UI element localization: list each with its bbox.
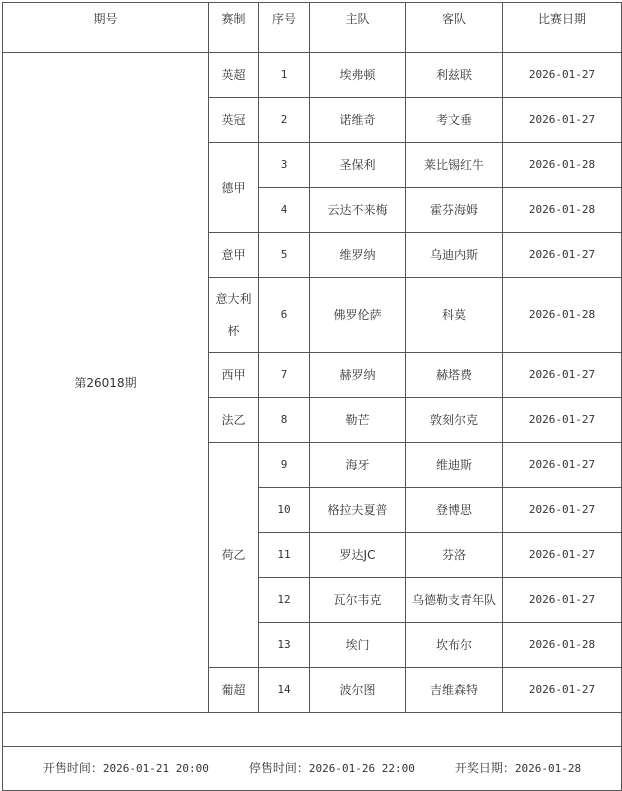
header-row bbox=[3, 3, 622, 53]
blank-row bbox=[3, 713, 622, 747]
home-team-cell: 圣保利 bbox=[310, 143, 406, 188]
date-cell: 2026-01-27 bbox=[503, 488, 622, 533]
footer-row bbox=[3, 747, 622, 791]
date-cell: 2026-01-27 bbox=[503, 578, 622, 623]
seq-cell: 8 bbox=[259, 398, 310, 443]
date-cell: 2026-01-28 bbox=[503, 623, 622, 668]
seq-cell: 5 bbox=[259, 233, 310, 278]
league-cell: 意甲 bbox=[209, 233, 259, 278]
seq-cell: 12 bbox=[259, 578, 310, 623]
blank-cell bbox=[3, 713, 622, 747]
league-line-2: 杯 bbox=[227, 324, 240, 338]
date-cell: 2026-01-27 bbox=[503, 443, 622, 488]
home-team-cell: 罗达JC bbox=[310, 533, 406, 578]
seq-cell: 9 bbox=[259, 443, 310, 488]
away-team-cell: 乌德勒支青年队 bbox=[406, 578, 503, 623]
away-team-cell: 科莫 bbox=[406, 278, 503, 353]
draw-label: 开奖日期： bbox=[454, 761, 515, 775]
sale-close-value: 2026-01-26 22:00 bbox=[308, 762, 415, 775]
seq-cell: 7 bbox=[259, 353, 310, 398]
league-line-1: 意大利 bbox=[215, 292, 252, 306]
away-team-cell: 考文垂 bbox=[406, 98, 503, 143]
date-cell: 2026-01-28 bbox=[503, 143, 622, 188]
home-team-cell: 波尔图 bbox=[310, 668, 406, 713]
league-cell: 英冠 bbox=[209, 98, 259, 143]
league-cell bbox=[209, 278, 259, 353]
sale-open-label: 开售时间： bbox=[42, 761, 103, 775]
away-team-cell: 坎布尔 bbox=[406, 623, 503, 668]
away-team-cell: 芬洛 bbox=[406, 533, 503, 578]
home-team-cell: 佛罗伦萨 bbox=[310, 278, 406, 353]
seq-cell: 13 bbox=[259, 623, 310, 668]
seq-cell: 14 bbox=[259, 668, 310, 713]
home-team-cell: 勒芒 bbox=[310, 398, 406, 443]
away-team-cell: 莱比锡红牛 bbox=[406, 143, 503, 188]
header-home: 主队 bbox=[310, 3, 406, 53]
seq-cell: 6 bbox=[259, 278, 310, 353]
away-team-cell: 登博思 bbox=[406, 488, 503, 533]
away-team-cell: 吉维森特 bbox=[406, 668, 503, 713]
sale-close-time bbox=[249, 759, 415, 778]
seq-cell: 10 bbox=[259, 488, 310, 533]
league-cell: 英超 bbox=[209, 53, 259, 98]
home-team-cell: 赫罗纳 bbox=[310, 353, 406, 398]
away-team-cell: 乌迪内斯 bbox=[406, 233, 503, 278]
header-seq: 序号 bbox=[259, 3, 310, 53]
header-away: 客队 bbox=[406, 3, 503, 53]
date-cell: 2026-01-27 bbox=[503, 233, 622, 278]
away-team-cell: 利兹联 bbox=[406, 53, 503, 98]
league-cell: 德甲 bbox=[209, 143, 259, 233]
table-row bbox=[3, 53, 622, 98]
date-cell: 2026-01-28 bbox=[503, 188, 622, 233]
date-cell: 2026-01-27 bbox=[503, 668, 622, 713]
draw-date bbox=[455, 759, 581, 778]
date-cell: 2026-01-27 bbox=[503, 353, 622, 398]
header-date: 比赛日期 bbox=[503, 3, 622, 53]
league-cell: 法乙 bbox=[209, 398, 259, 443]
period-cell: 第26018期 bbox=[3, 53, 209, 713]
home-team-cell: 格拉夫夏普 bbox=[310, 488, 406, 533]
date-cell: 2026-01-27 bbox=[503, 533, 622, 578]
sale-close-label: 停售时间： bbox=[248, 761, 309, 775]
sale-open-time bbox=[43, 759, 209, 778]
away-team-cell: 维迪斯 bbox=[406, 443, 503, 488]
date-cell: 2026-01-27 bbox=[503, 98, 622, 143]
home-team-cell: 瓦尔韦克 bbox=[310, 578, 406, 623]
home-team-cell: 云达不来梅 bbox=[310, 188, 406, 233]
date-cell: 2026-01-28 bbox=[503, 278, 622, 353]
home-team-cell: 埃弗顿 bbox=[310, 53, 406, 98]
league-cell: 西甲 bbox=[209, 353, 259, 398]
header-league: 赛制 bbox=[209, 3, 259, 53]
league-cell: 荷乙 bbox=[209, 443, 259, 668]
home-team-cell: 维罗纳 bbox=[310, 233, 406, 278]
home-team-cell: 埃门 bbox=[310, 623, 406, 668]
sale-open-value: 2026-01-21 20:00 bbox=[102, 762, 209, 775]
seq-cell: 3 bbox=[259, 143, 310, 188]
date-cell: 2026-01-27 bbox=[503, 398, 622, 443]
away-team-cell: 霍芬海姆 bbox=[406, 188, 503, 233]
match-schedule-table bbox=[2, 2, 622, 791]
home-team-cell: 海牙 bbox=[310, 443, 406, 488]
league-cell: 葡超 bbox=[209, 668, 259, 713]
footer-cell bbox=[3, 747, 622, 791]
home-team-cell: 诺维奇 bbox=[310, 98, 406, 143]
away-team-cell: 敦刻尔克 bbox=[406, 398, 503, 443]
seq-cell: 2 bbox=[259, 98, 310, 143]
date-cell: 2026-01-27 bbox=[503, 53, 622, 98]
away-team-cell: 赫塔费 bbox=[406, 353, 503, 398]
footer-info bbox=[3, 759, 621, 778]
header-period: 期号 bbox=[3, 3, 209, 53]
seq-cell: 11 bbox=[259, 533, 310, 578]
draw-value: 2026-01-28 bbox=[514, 762, 582, 775]
seq-cell: 1 bbox=[259, 53, 310, 98]
seq-cell: 4 bbox=[259, 188, 310, 233]
